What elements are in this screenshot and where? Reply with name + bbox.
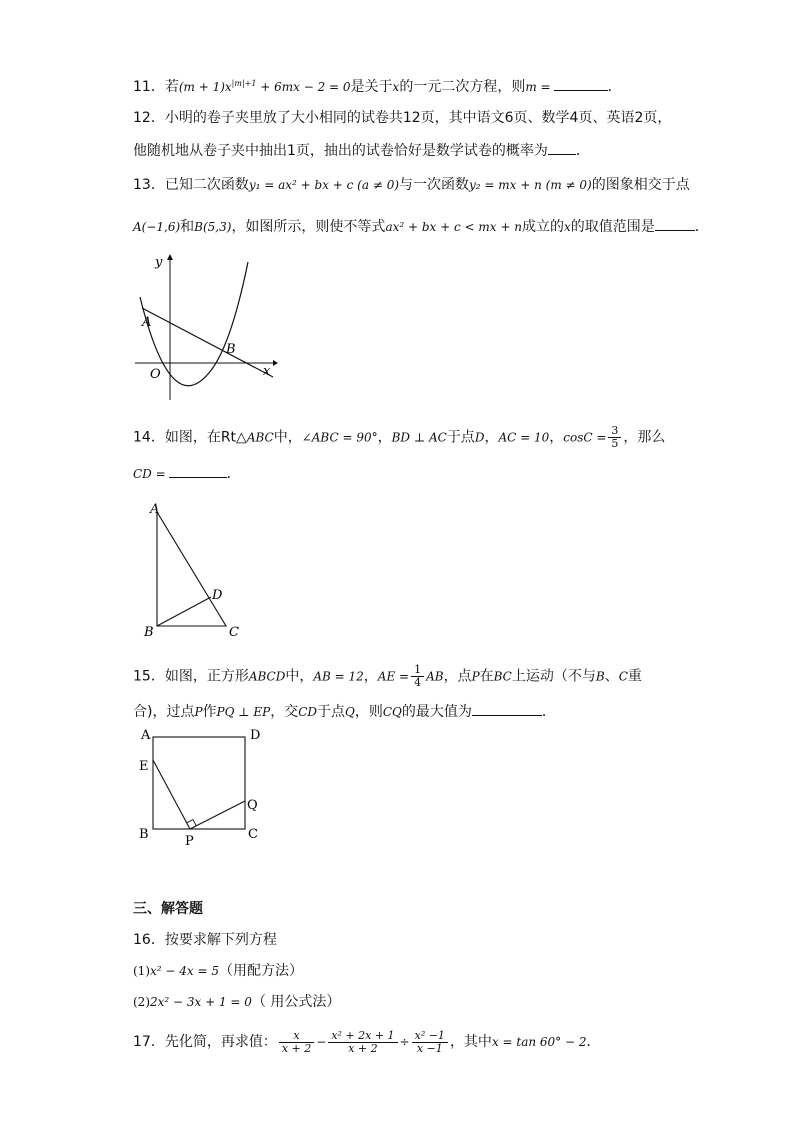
vertex-c-label: C — [248, 827, 258, 842]
question-number: 12． — [133, 110, 165, 126]
question-number: 11． — [133, 79, 165, 95]
question-14-line2: CD = ． — [133, 463, 241, 484]
answer-blank[interactable] — [472, 701, 542, 716]
point-e-label: E — [139, 759, 149, 774]
question-14-line1: 14．如图，在Rt△ABC中，∠ABC = 90°，BD ⊥ AC于点D，AC = 10，cosC = $\frac{3}{5}$ ，那么 — [133, 424, 666, 450]
vertex-b-label: B — [139, 827, 149, 842]
point-q-label: Q — [247, 798, 258, 813]
question-12-line2: 他随机地从卷子夹中抽出1页，抽出的试卷恰好是数学试卷的概率为 ． — [133, 140, 590, 161]
origin-label: O — [150, 367, 161, 382]
segment-bd — [157, 597, 211, 626]
answer-blank[interactable] — [169, 463, 227, 478]
vertex-d-label: D — [250, 728, 261, 743]
question-16-part1: (1)x² − 4x = 5（用配方法） — [133, 963, 303, 979]
segment-pq — [190, 801, 245, 829]
question-13-line2: A(−1,6)和B(5,3)，如图所示，则使不等式ax² + bx + c < mx + n成立的x的取值范围是 ． — [133, 216, 709, 237]
answer-blank[interactable] — [655, 216, 695, 231]
q13-function-graph — [130, 250, 280, 405]
y-axis-label: y — [155, 255, 163, 270]
point-p-label: P — [185, 834, 194, 849]
question-number: 15． — [133, 668, 165, 685]
vertex-c-label: C — [229, 625, 239, 640]
vertex-b-label: B — [144, 625, 154, 640]
equation: $(m + 1)x^{|m|+1} + 6mx - 2 = 0$ — [178, 79, 351, 94]
question-number: 16． — [133, 932, 165, 948]
q14-triangle-figure — [140, 498, 250, 643]
question-17: 17．先化简，再求值： $\frac{x}{x + 2}$ − $\frac{\text{x² + 2x + 1}}{x + 2}$ ÷ $\frac{\text{x² −1}}{x -1}$ ，其中x = tan 60° − 2． — [133, 1028, 601, 1055]
point-d-label: D — [212, 588, 223, 603]
fraction-2: $\frac{\text{x² + 2x + 1}}{x + 2}$ — [328, 1030, 397, 1055]
question-number: 13． — [133, 177, 165, 193]
y-axis-arrow — [167, 254, 173, 260]
question-15-line1: 15．如图，正方形ABCD中，AB = 12，AE = $\frac{1}{4}$ AB，点P在BC上运动（不与B、C重 — [133, 663, 642, 689]
question-11: 11．若$(m + 1)x^{|m|+1} + 6mx - 2 = 0$是关于x的一元二次方程，则m = ． — [133, 74, 622, 97]
x-axis-arrow — [273, 360, 278, 366]
question-12-line1: 12．小明的卷子夹里放了大小相同的试卷共12页，其中语文6页、数学4页、英语2页， — [133, 110, 672, 126]
point-a-label: A — [142, 315, 152, 330]
question-15-line2: 合)，过点P作PQ ⊥ EP，交CD于点Q，则CQ的最大值为 ． — [133, 701, 556, 722]
vertex-a-label: A — [150, 502, 160, 517]
question-13-line1: 13．已知二次函数y₁ = ax² + bx + c (a ≠ 0)与一次函数y₂ = mx + n (m ≠ 0)的图象相交于点 — [133, 177, 690, 193]
q15-square-figure — [135, 725, 270, 850]
x-axis-label: x — [263, 364, 271, 379]
triangle-abc — [157, 512, 226, 626]
question-16-part2: (2)2x² − 3x + 1 = 0（ 用公式法） — [133, 994, 341, 1010]
linear-function-line — [142, 308, 273, 377]
vertex-a-label: A — [141, 728, 151, 743]
section-title: 三、解答题 — [133, 901, 203, 917]
square-abcd — [153, 737, 245, 829]
fraction: $\frac{1}{4}$ — [411, 664, 424, 689]
fraction: $\frac{3}{5}$ — [608, 425, 621, 450]
fraction-1: $\frac{x}{x + 2}$ — [279, 1030, 314, 1055]
fraction-3: $\frac{\text{x² −1}}{x -1}$ — [412, 1030, 448, 1055]
answer-blank[interactable] — [554, 76, 608, 91]
question-16: 16．按要求解下列方程 — [133, 932, 277, 948]
segment-ep — [153, 760, 190, 829]
question-number: 14． — [133, 429, 165, 446]
answer-blank[interactable] — [548, 140, 576, 155]
question-number: 17． — [133, 1034, 165, 1050]
point-b-label: B — [226, 342, 236, 357]
